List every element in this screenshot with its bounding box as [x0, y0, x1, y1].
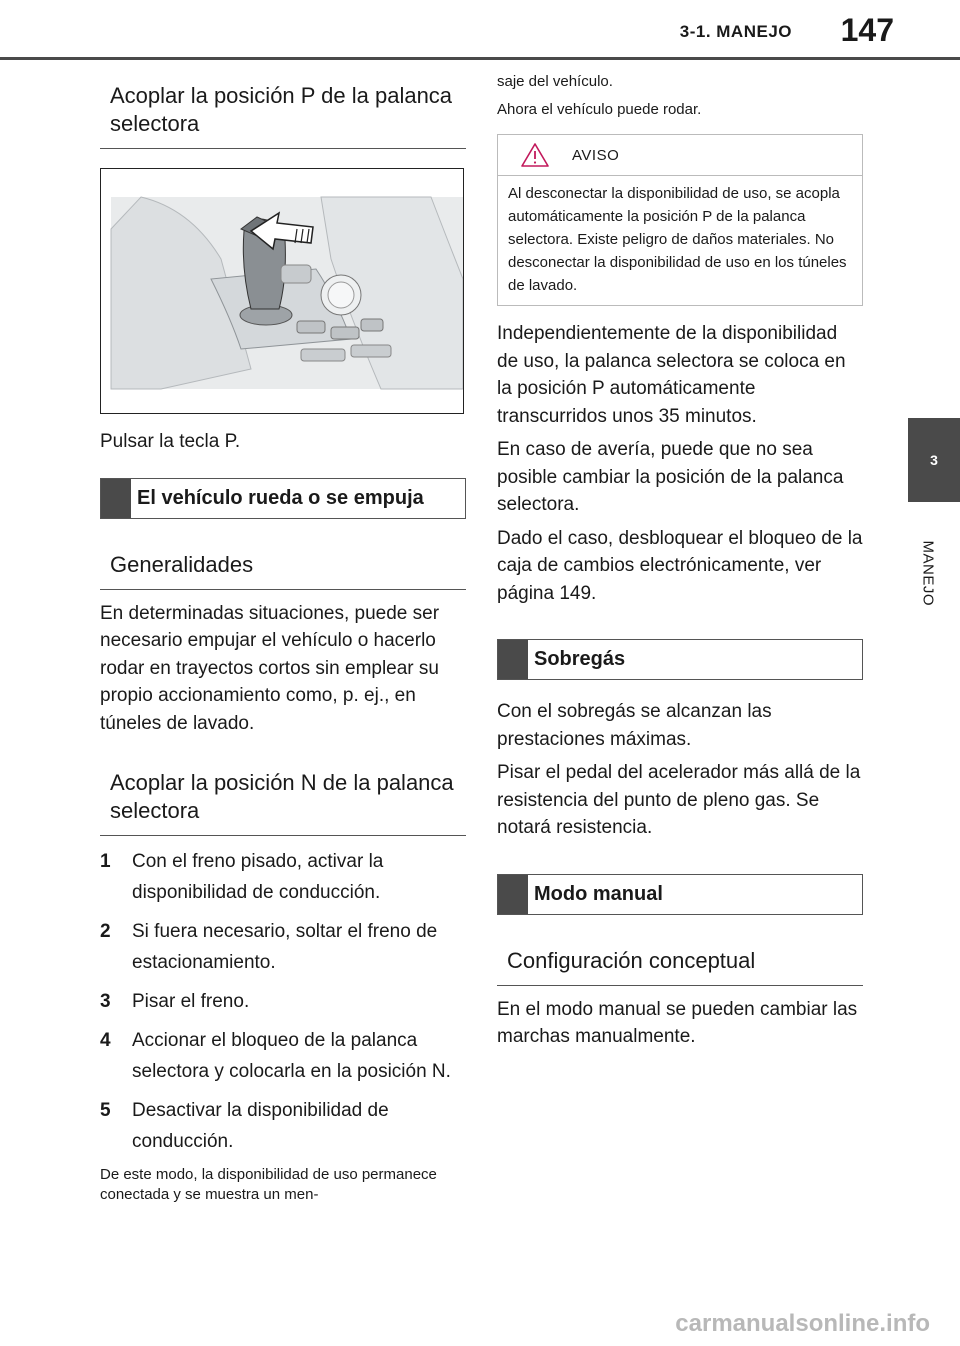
note-end: saje del vehículo. [497, 73, 613, 90]
paragraph-kickdown-2: Pisar el pedal del acelerador más allá de la resistencia del punto de pleno gas. Se notará resistencia. [497, 762, 861, 838]
watermark: carmanualsonline.info [675, 1310, 930, 1337]
list-item [100, 1095, 466, 1157]
paragraph-independent: Independientemente de la disponibilidad de uso, la palanca selectora se coloca en la posición P automáticamente transcurridos unos 35 minutos. [497, 323, 846, 427]
step-text: Accionar el bloqueo de la palanca selectora y colocarla en la posición N. [132, 1030, 451, 1082]
step-number: 3 [100, 991, 111, 1012]
step-number: 4 [100, 1030, 111, 1051]
page-number: 147 [840, 12, 894, 48]
step-text: Si fuera necesario, soltar el freno de estacionamiento. [132, 921, 438, 973]
heading-text: Modo manual [534, 882, 663, 905]
heading-vehicle-rolls [100, 478, 466, 519]
warning-header [498, 135, 862, 176]
paragraph-kickdown-1: Con el sobregás se alcanzan las prestaciones máximas. [497, 701, 772, 750]
right-column [497, 72, 863, 1051]
heading-kickdown [497, 639, 863, 680]
header-rule [0, 57, 960, 60]
list-item [100, 986, 466, 1017]
gear-selector-drawing [101, 169, 463, 413]
warning-triangle-icon [520, 142, 550, 168]
heading-text: El vehículo rueda o se empuja [137, 486, 424, 509]
section-title: 3-1. MANEJO [679, 22, 792, 41]
paragraph-fault: En caso de avería, puede que no sea posible cambiar la posición de la palanca selectora. [497, 439, 844, 515]
heading-text: Sobregás [534, 648, 626, 670]
step-number: 2 [100, 921, 111, 942]
heading-bar [498, 640, 528, 679]
paragraph-general: En determinadas situaciones, puede ser necesario empujar el vehículo o hacerlo rodar en trayectos cortos sin emplear su propio accionamiento como, p. ej., en túneles de lavado. [100, 602, 440, 734]
heading-position-n: Acoplar la posición N de la palanca selectora [100, 759, 466, 836]
left-column [100, 72, 466, 1205]
chapter-label: MANEJO [919, 540, 937, 607]
steps-list [100, 846, 466, 1157]
heading-position-p: Acoplar la posición P de la palanca selectora [100, 72, 466, 149]
warning-box [497, 134, 863, 306]
step-text: Desactivar la disponibilidad de conducción. [132, 1100, 389, 1152]
step-text: Con el freno pisado, activar la disponibilidad de conducción. [132, 851, 384, 903]
step-number: 5 [100, 1100, 111, 1121]
warning-title: AVISO [572, 146, 620, 164]
note-rolling: Ahora el vehículo puede rodar. [497, 101, 702, 118]
list-item [100, 916, 466, 978]
step-number: 1 [100, 851, 111, 872]
list-item [100, 1025, 466, 1087]
heading-manual-mode [497, 874, 863, 915]
paragraph-unlock: Dado el caso, desbloquear el bloqueo de la caja de cambios electrónicamente, ver página 149. [497, 527, 863, 604]
figure-caption: Pulsar la tecla P. [100, 431, 241, 452]
note-start: De este modo, la disponibilidad de uso permanece conectada y se muestra un men- [100, 1166, 437, 1203]
warning-text: Al desconectar la disponibilidad de uso, se acopla automáticamente la posición P de la palanca selectora. Existe peligro de daños materiales. No desconectar la disponibilidad de uso en los túneles de lavado. [508, 185, 847, 294]
heading-concept: Configuración conceptual [497, 937, 863, 986]
heading-bar [498, 875, 528, 914]
paragraph-manual: En el modo manual se pueden cambiar las marchas manualmente. [497, 998, 858, 1047]
list-item [100, 846, 466, 908]
gear-selector-illustration [100, 168, 464, 414]
heading-bar [101, 479, 131, 518]
heading-general: Generalidades [100, 541, 466, 590]
step-text: Pisar el freno. [132, 991, 250, 1012]
chapter-tab: 3 [908, 418, 960, 502]
